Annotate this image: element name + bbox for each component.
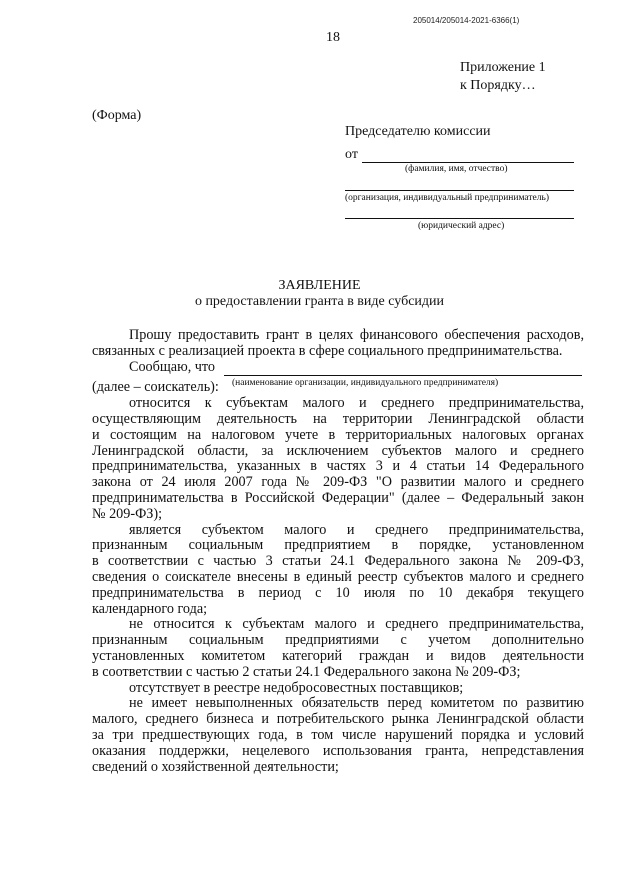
caption-address: (юридический адрес) bbox=[418, 221, 505, 231]
address-underline bbox=[345, 218, 574, 219]
body-line: малого, среднего бизнеса и потребительского рынка Ленинградской области bbox=[92, 712, 584, 728]
document-subtitle: о предоставлении гранта в виде субсидии bbox=[194, 294, 445, 309]
body-line: за три предшествующих года, в том числе нарушений порядка и условий bbox=[92, 727, 584, 743]
body-line: сведений о хозяйственной деятельности; bbox=[92, 759, 339, 775]
body-line: в соответствии с частью 3 статьи 24.1 Федерального закона № 209-ФЗ, bbox=[92, 554, 584, 570]
body-line: связанных с реализацией проекта в сфере социального предпринимательства. bbox=[92, 343, 563, 359]
body-line: в соответствии с частью 2 статьи 24.1 Федерального закона № 209-ФЗ; bbox=[92, 664, 521, 680]
body-line: осуществляющим деятельность на территории Ленинградской области bbox=[92, 411, 584, 427]
caption-org: (организация, индивидуальный предприниматель) bbox=[345, 193, 549, 203]
body-line: предпринимательства в период с 10 июля по 10 декабря текущего bbox=[92, 585, 584, 601]
body-line: предпринимательства, указанных в частях 3 и 4 статьи 14 Федерального bbox=[92, 459, 584, 475]
form-label: (Форма) bbox=[92, 108, 142, 123]
body-line: признанным социальным предприятиями с учетом дополнительно bbox=[92, 633, 584, 649]
document-title: ЗАЯВЛЕНИЕ bbox=[278, 278, 361, 293]
caption-name: (фамилия, имя, отчество) bbox=[405, 164, 508, 174]
body-line: признанным социальным предприятием в порядке, установленном bbox=[92, 538, 584, 554]
body-line: Прошу предоставить грант в целях финансового обеспечения расходов, bbox=[129, 328, 584, 343]
body-line: отсутствует в реестре недобросовестных поставщиков; bbox=[129, 680, 464, 696]
addressee-line: Председателю комиссии bbox=[345, 124, 491, 139]
body-line: закона от 24 июля 2007 года № 209-ФЗ "О развитии малого и среднего bbox=[92, 475, 584, 491]
body-line: не имеет невыполненных обязательств перед комитетом по развитию bbox=[129, 696, 584, 712]
document-code: 205014/205014-2021-6366(1) bbox=[413, 16, 520, 25]
org-underline bbox=[345, 190, 574, 191]
hereinafter-line: (далее – соискатель): bbox=[92, 379, 219, 396]
body-line: Ленинградской области, за исключением субъектов малого и среднего bbox=[92, 443, 584, 459]
name-underline bbox=[362, 162, 574, 163]
document-body bbox=[92, 328, 584, 775]
appendix-line-2: к Порядку… bbox=[460, 78, 536, 93]
appendix-line-1: Приложение 1 bbox=[460, 60, 546, 75]
body-line: относится к субъектам малого и среднего предпринимательства, bbox=[129, 396, 584, 412]
body-line: сведения о соискателе внесены в единый реестр субъектов малого и среднего bbox=[92, 569, 584, 585]
from-prefix: от bbox=[345, 147, 358, 162]
body-line: календарного года; bbox=[92, 601, 208, 617]
page-number: 18 bbox=[326, 30, 340, 45]
body-line: является субъектом малого и среднего предпринимательства, bbox=[129, 522, 584, 538]
org-name-underline bbox=[224, 375, 582, 376]
body-line: не относится к субъектам малого и среднего предпринимательства, bbox=[129, 617, 584, 633]
body-line: оказания поддержки, нецелевого использования гранта, непредставления bbox=[92, 743, 584, 759]
body-line: установленных комитетом категорий граждан и видов деятельности bbox=[92, 648, 584, 664]
caption-org-name: (наименование организации, индивидуального предпринимателя) bbox=[232, 377, 499, 388]
body-line: № 209-ФЗ); bbox=[92, 506, 163, 522]
body-line: и состоящим на налоговом учете в территориальных налоговых органах bbox=[92, 427, 584, 443]
report-prefix: Сообщаю, что bbox=[129, 358, 216, 375]
body-line: предпринимательства в Российской Федерации" (далее – Федеральный закон bbox=[92, 490, 584, 506]
